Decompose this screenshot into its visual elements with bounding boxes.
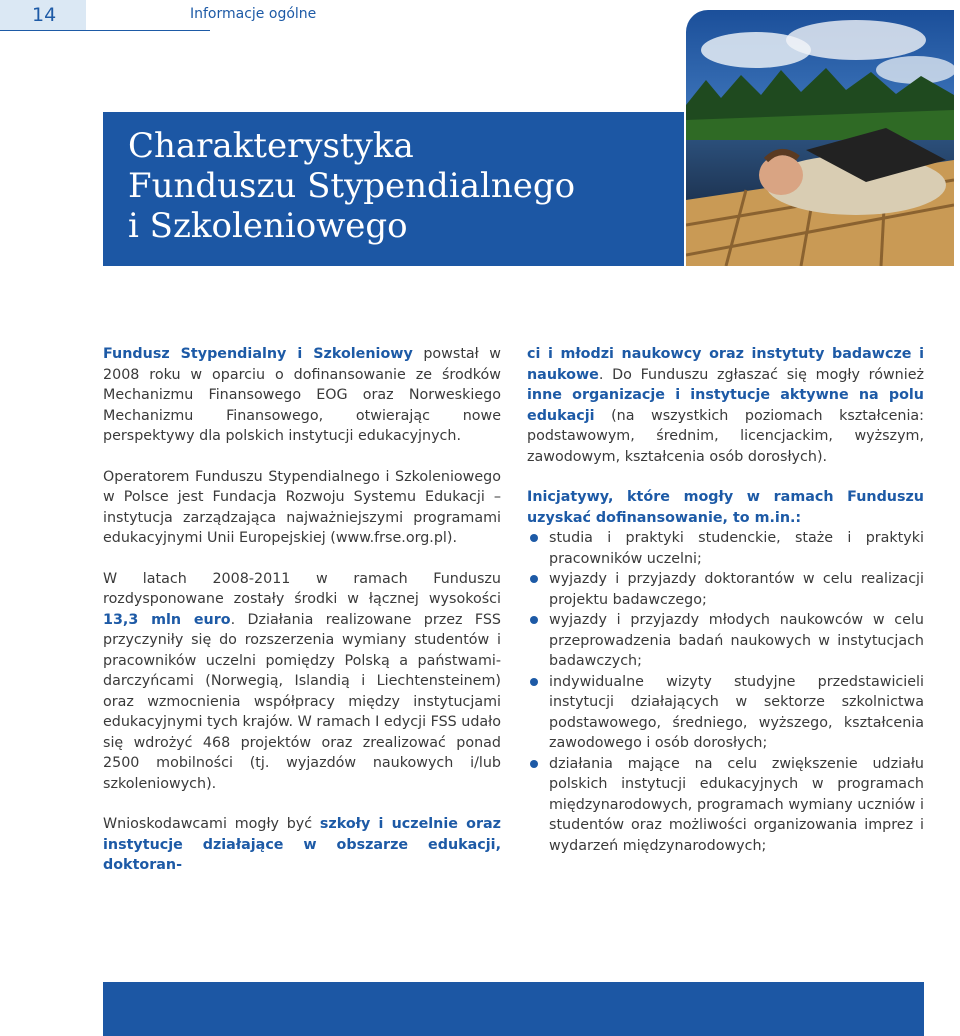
bullet-icon (530, 678, 538, 686)
applicants-highlight: szkoły i uczelnie oraz instytucje działające w obszarze edukacji, doktoran- (103, 816, 501, 873)
intro-paragraph (103, 344, 501, 447)
list-item (527, 569, 924, 610)
page-title (128, 126, 575, 246)
applicants-paragraph (103, 814, 501, 876)
initiatives-list (527, 528, 924, 856)
funding-paragraph (103, 569, 501, 795)
list-item-text: wyjazdy i przyjazdy doktorantów w celu realizacji projektu badawczego; (549, 571, 924, 608)
list-item-text: studia i praktyki studenckie, staże i praktyki pracowników uczelni; (549, 530, 924, 567)
bullet-icon (530, 534, 538, 542)
list-item (527, 610, 924, 672)
funding-text-a: W latach 2008-2011 w ramach Funduszu rozdysponowane zostały środki w łącznej wysokości (103, 570, 501, 607)
operator-paragraph: Operatorem Funduszu Stypendialnego i Szkoleniowego w Polsce jest Fundacja Rozwoju Systemu Edukacji – instytucja zarządzająca najważniejszymi programami edukacyjnymi Unii Europejskiej (www.frse.org.pl). (103, 468, 501, 546)
list-item (527, 672, 924, 754)
section-title: Informacje ogólne (190, 6, 317, 22)
header-divider (0, 30, 210, 31)
page-number: 14 (0, 0, 86, 30)
bullet-icon (530, 616, 538, 624)
applicants-text-a: . Do Funduszu zgłaszać się mogły również (598, 366, 924, 383)
footer-banner (103, 982, 924, 1036)
researchers-highlight: ci i młodzi naukowcy oraz instytuty badawcze i naukowe (527, 346, 924, 383)
bullet-icon (530, 575, 538, 583)
left-column (103, 344, 501, 876)
title-line: Funduszu Stypendialnego (128, 166, 576, 206)
fund-name: Fundusz Stypendialny i Szkoleniowy (103, 346, 413, 362)
funding-text-b: . Działania realizowane przez FSS przyczyniły się do rozszerzenia wymiany studentów i pracowników uczelni pomiędzy Polską a państwami-darczyńcami (Norwegią, Islandią i Liechtensteinem) oraz wzmocnienia współpracy między instytucjami edukacyjnymi tych krajów. W ramach I edycji FSS udało się wdrożyć 468 projektów oraz zrealizować ponad 2500 mobilności (tj. wyjazdów naukowych i/lub szkoleniowych). (103, 611, 501, 792)
funding-amount: 13,3 mln euro (103, 611, 231, 628)
list-item-text: działania mające na celu zwiększenie udziału polskich instytucji edukacyjnych w programach międzynarodowych, programach wymiany uczniów i studentów oraz możliwości organizowania imprez i wydarzeń międzynarodowych; (549, 755, 924, 854)
list-item-text: indywidualne wizyty studyjne przedstawicieli instytucji działających w sektorze szkolnictwa podstawowego, średniego, wyższego, kształcenia zawodowego i osób dorosłych; (549, 673, 924, 751)
title-line: i Szkoleniowego (128, 206, 408, 246)
title-line: Charakterystyka (128, 126, 414, 166)
applicants-text: Wnioskodawcami mogły być (103, 816, 320, 832)
initiatives-heading: Inicjatywy, które mogły w ramach Funduszu uzyskać dofinansowanie, to m.in.: (527, 489, 924, 526)
right-column (527, 344, 924, 856)
intro-text: powstał w 2008 roku w oparciu o dofinansowanie ze środków Mechanizmu Finansowego EOG oraz Norweskiego Mechanizmu Finansowego, otwierając nowe perspektywy dla polskich instytucji edukacyjnych. (103, 346, 501, 444)
applicants-continued (527, 344, 924, 467)
man-lying-on-pier-photo (686, 10, 954, 266)
applicants-text-b: (na wszystkich poziomach kształcenia: podstawowym, średnim, licencjackim, wyższym, zawodowym, kształcenia osób dorosłych). (527, 407, 924, 465)
list-item-text: wyjazdy i przyjazdy młodych naukowców w celu przeprowadzenia badań naukowych w instytucjach badawczych; (549, 612, 924, 669)
list-item (527, 528, 924, 569)
list-item (527, 754, 924, 857)
photo-illustration (686, 10, 954, 266)
bullet-icon (530, 760, 538, 768)
organizations-highlight: inne organizacje i instytucje aktywne na polu edukacji (527, 387, 924, 424)
